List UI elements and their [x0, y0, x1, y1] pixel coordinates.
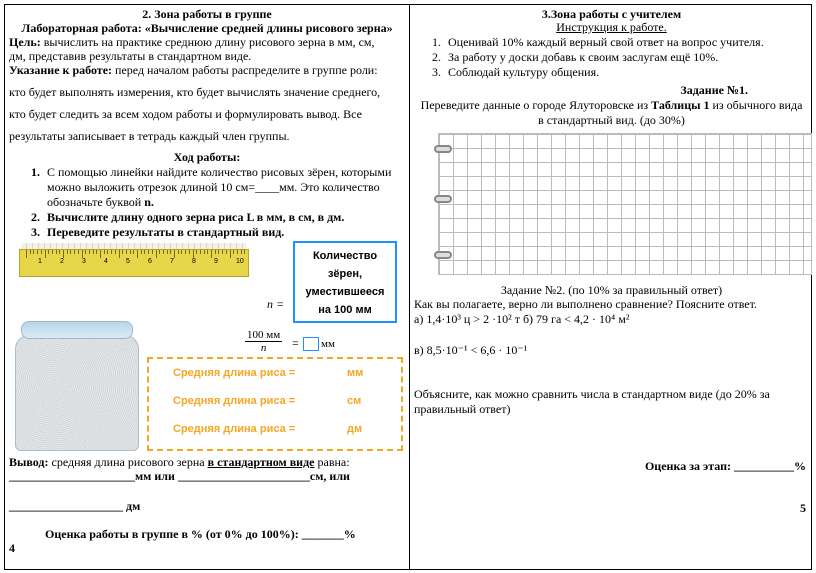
step-number: 1. — [31, 165, 40, 179]
ruler-tick — [211, 250, 212, 258]
ruler-tick — [104, 250, 105, 254]
stage-grade: Оценка за этап: __________% — [644, 459, 806, 473]
instruction — [9, 63, 407, 78]
teacher-heading: 3.Зона работы с учителем — [541, 7, 682, 21]
answer-line-1[interactable]: _____________________мм или ______________________см, или — [9, 469, 350, 483]
step-text: Вычислите длину одного зерна риса L в мм, в см, в дм. — [47, 210, 345, 224]
instruction-label: Указание к работе: — [9, 63, 113, 77]
task1-text-c: из обычного вида — [709, 98, 803, 112]
rule-number: 3. — [432, 65, 441, 79]
ruler-tick — [156, 250, 157, 258]
page-number-right: 5 — [800, 501, 806, 515]
ruler-tick — [174, 250, 175, 258]
fraction-equals: = — [292, 336, 299, 350]
ruler-tick — [226, 250, 227, 254]
ruler-tick — [85, 250, 86, 254]
ruler-tick — [82, 250, 83, 258]
ruler-tick — [230, 250, 231, 258]
ruler-tick — [137, 250, 138, 258]
spiral-ring — [434, 195, 452, 203]
length-fraction — [245, 329, 282, 354]
teacher-work-column — [410, 5, 813, 569]
step-item — [29, 210, 405, 225]
task3-text: Объясните, как можно сравнить числа в стандартном виде (до 20% за правильный ответ) — [414, 387, 770, 416]
jar-rim — [21, 321, 133, 339]
step-number: 3. — [31, 225, 40, 239]
grain-count-line: на 100 мм — [318, 304, 372, 316]
ruler-number: 7 — [170, 258, 174, 265]
spiral-ring — [434, 251, 452, 259]
step-item — [29, 225, 405, 240]
average-length-label: Средняя длина риса = — [173, 395, 296, 407]
ruler-tick — [133, 250, 134, 254]
ruler-tick — [93, 250, 94, 254]
fraction-numerator: 100 мм — [247, 329, 281, 341]
ruler-tick — [207, 250, 208, 254]
ruler-tick — [200, 250, 201, 254]
worksheet-page — [4, 4, 812, 570]
ruler-tick — [56, 250, 57, 254]
ruler-tick — [141, 250, 142, 254]
rule-item — [430, 65, 810, 80]
rules-list — [430, 35, 810, 80]
answer-box[interactable] — [303, 337, 319, 351]
rule-text: Соблюдай культуру общения. — [448, 65, 600, 79]
ruler-tick — [70, 250, 71, 254]
goal-label: Цель: — [9, 35, 41, 49]
ruler-tick — [107, 250, 108, 254]
ruler-tick — [178, 250, 179, 254]
instruction-text-3: кто будет следить за всем ходом работы и формулировать вывод. Все — [9, 107, 362, 121]
average-length-label: Средняя длина риса = — [173, 367, 296, 379]
goal-text-1: вычислить на практике среднюю длину рисового зерна в мм, см, — [43, 35, 375, 49]
ruler-tick — [63, 250, 64, 258]
ruler-tick — [96, 250, 97, 254]
ruler-tick — [144, 250, 145, 254]
rice-jar-image — [15, 321, 139, 451]
task2-question: Как вы полагаете, верно ли выполнено сравнение? Поясните ответ. — [414, 297, 757, 311]
ruler-number: 3 — [82, 258, 86, 265]
task2-item-b: в) 8,5·10⁻¹ < 6,6 · 10⁻¹ — [414, 343, 528, 357]
task2-item-a: а) 1,4·10³ ц > 2 ·10² т б) 79 га < 4,2 · 10⁴ м² — [414, 312, 630, 326]
group-heading: 2. Зона работы в группе — [142, 7, 272, 21]
conclusion-label: Вывод: — [9, 455, 49, 469]
ruler-tick — [52, 250, 53, 254]
ruler-tick — [241, 250, 242, 254]
goal-text-2: дм, представив результаты в стандартном виде. — [9, 49, 252, 63]
instruction-text-1: перед началом работы распределите в группе роли: — [115, 63, 378, 77]
ruler-tick — [78, 250, 79, 254]
procedure-title: Ход работы: — [173, 150, 241, 164]
ruler-tick — [74, 250, 75, 254]
ruler-number: 9 — [214, 258, 218, 265]
ruler-tick — [122, 250, 123, 254]
conclusion-underlined: в стандартном виде — [207, 455, 315, 469]
average-length-box — [147, 357, 403, 451]
ruler-tick — [185, 250, 186, 254]
ruler-tick — [159, 250, 160, 254]
ruler-tick — [237, 250, 238, 254]
ruler-number: 2 — [60, 258, 64, 265]
ruler-tick — [33, 250, 34, 254]
n-equals: n = — [267, 297, 285, 311]
ruler-number: 1 — [38, 258, 42, 265]
ruler-tick — [181, 250, 182, 254]
ruler-tick — [222, 250, 223, 254]
task1-text-1 — [410, 98, 813, 113]
average-length-unit: дм — [347, 423, 363, 435]
goal — [9, 35, 407, 50]
step-text: Переведите результаты в стандартный вид. — [47, 225, 285, 239]
ruler-tick — [115, 250, 116, 254]
ruler-number: 6 — [148, 258, 152, 265]
group-grade: Оценка работы в группе в % (от 0% до 100%): _______% — [45, 527, 356, 541]
ruler-tick — [218, 250, 219, 254]
ruler-tick — [204, 250, 205, 254]
ruler-tick — [148, 250, 149, 254]
answer-line-2[interactable]: ___________________ дм — [9, 499, 141, 513]
step-text: обозначьте буквой — [47, 195, 145, 209]
ruler-tick — [130, 250, 131, 254]
step-number: 2. — [31, 210, 40, 224]
ruler-tick — [189, 250, 190, 254]
step-text: С помощью линейки найдите количество рисовых зёрен, которыми — [47, 165, 392, 179]
conclusion-tail: равна: — [317, 455, 350, 469]
ruler-tick — [233, 250, 234, 254]
spiral-ring — [434, 145, 452, 153]
ruler-tick — [41, 250, 42, 254]
ruler-tick — [152, 250, 153, 254]
ruler-tick — [215, 250, 216, 254]
ruler-tick — [167, 250, 168, 254]
ruler-tick — [48, 250, 49, 254]
grain-count-line: зёрен, — [327, 268, 363, 280]
ruler-tick — [59, 250, 60, 254]
instruction-title: Инструкция к работе. — [556, 20, 667, 34]
ruler-number: 8 — [192, 258, 196, 265]
task2-title: Задание №2. (по 10% за правильный ответ) — [500, 283, 723, 297]
grain-count-line: Количество — [312, 250, 378, 262]
lab-title: Лабораторная работа: «Вычисление средней длины рисового зерна» — [21, 21, 393, 35]
ruler-tick — [170, 250, 171, 254]
rule-item — [430, 50, 810, 65]
ruler-tick — [100, 250, 101, 258]
grain-count-box — [293, 241, 397, 323]
step-item — [29, 165, 405, 210]
average-length-unit: см — [347, 395, 362, 407]
rule-number: 2. — [432, 50, 441, 64]
task1-text-a: Переведите данные о городе Ялуторовске из — [420, 98, 652, 112]
jar-body — [15, 335, 139, 451]
rule-item — [430, 35, 810, 50]
task1-title: Задание №1. — [680, 83, 748, 97]
ruler-tick — [196, 250, 197, 254]
rule-text: За работу у доски добавь к своим заслугам ещё 10%. — [448, 50, 719, 64]
ruler-tick — [111, 250, 112, 254]
conclusion — [9, 455, 407, 470]
ruler-tick — [30, 250, 31, 254]
ruler-tick — [193, 250, 194, 258]
ruler-tick — [244, 250, 245, 254]
conclusion-text: средняя длина рисового зерна — [51, 455, 205, 469]
ruler-number: 10 — [236, 258, 244, 265]
ruler-tick — [163, 250, 164, 254]
ruler — [19, 249, 249, 277]
step-text-bold: n. — [144, 195, 154, 209]
ruler-tick — [126, 250, 127, 254]
rule-number: 1. — [432, 35, 441, 49]
ruler-tick — [89, 250, 90, 254]
ruler-tick — [37, 250, 38, 254]
procedure-steps — [29, 165, 405, 240]
average-length-unit: мм — [347, 367, 364, 379]
ruler-number: 4 — [104, 258, 108, 265]
fraction-denominator: n — [260, 342, 267, 354]
instruction-text-2: кто будет выполнять измерения, кто будет вычислять значение среднего, — [9, 85, 381, 99]
task1-text-2: в стандартный вид. (до 30%) — [538, 113, 685, 127]
ruler-tick — [26, 250, 27, 258]
step-text: можно выложить отрезок длиной 10 см=____мм. Это количество — [47, 180, 380, 194]
average-length-label: Средняя длина риса = — [173, 423, 296, 435]
ruler-number: 5 — [126, 258, 130, 265]
grain-count-line: уместившееся — [305, 286, 385, 298]
group-work-column — [5, 5, 409, 569]
ruler-tick — [119, 250, 120, 258]
rule-text: Оценивай 10% каждый верный свой ответ на вопрос учителя. — [448, 35, 764, 49]
fraction-unit: мм — [321, 338, 335, 350]
instruction-text-4: результаты записывает в тетрадь каждый член группы. — [9, 129, 290, 143]
ruler-tick — [67, 250, 68, 254]
task1-table-ref: Таблицы 1 — [651, 98, 710, 112]
ruler-tick — [45, 250, 46, 258]
notebook-grid-image — [438, 133, 812, 275]
page-number-left: 4 — [9, 541, 15, 555]
